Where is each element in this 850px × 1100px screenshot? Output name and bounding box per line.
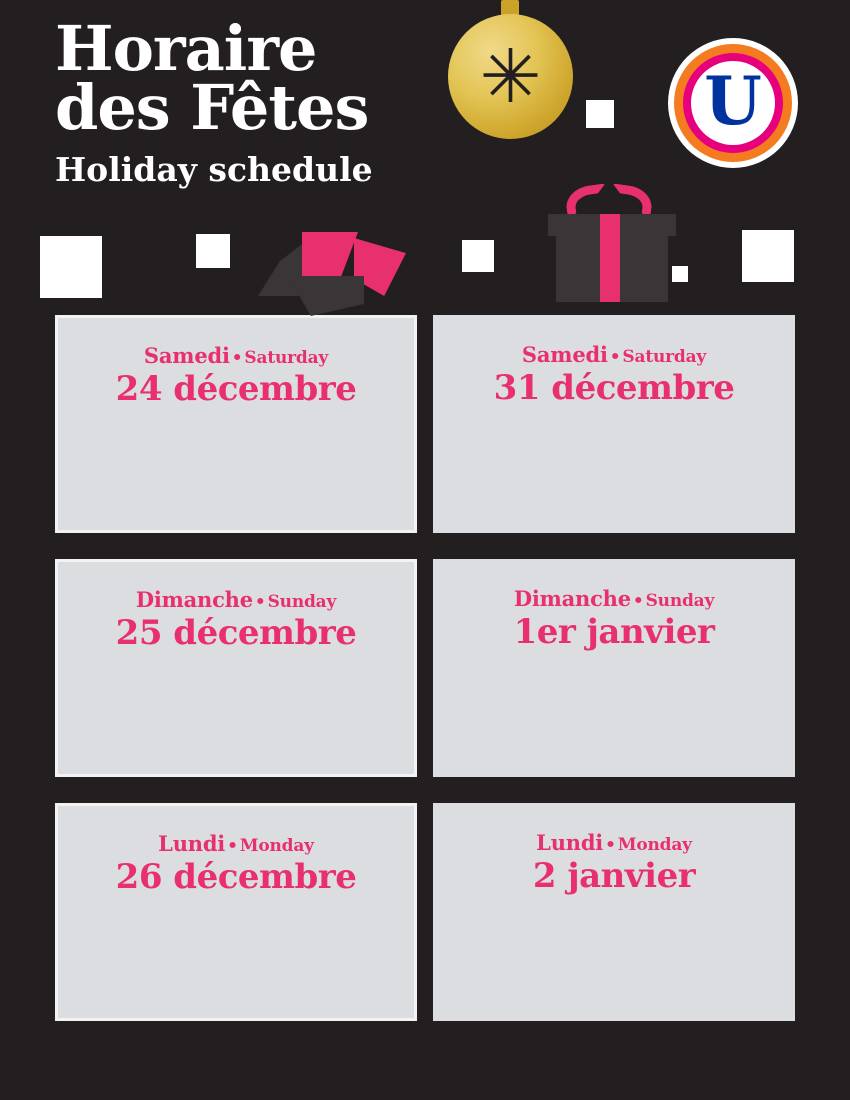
logo-inner-white — [691, 61, 775, 145]
card-day-en: Monday — [239, 836, 314, 856]
card-day-en: Monday — [617, 835, 692, 855]
poster-header — [55, 12, 475, 189]
gift-ribbon-icon — [600, 214, 620, 302]
card-separator: • — [227, 836, 238, 856]
card-date-number: 1 — [513, 611, 537, 652]
leaf-pattern-icon — [258, 232, 410, 314]
logo-letter: U — [704, 62, 762, 140]
card-day-en: Sunday — [645, 591, 715, 611]
card-date: 31 décembre — [493, 367, 735, 408]
schedule-card — [433, 559, 795, 777]
logo-ring-pink — [683, 53, 783, 153]
schedule-card — [433, 803, 795, 1021]
card-day-en: Sunday — [267, 592, 337, 612]
sparkle-icon — [462, 240, 494, 272]
schedule-card — [55, 559, 417, 777]
card-day-fr: Samedi — [521, 342, 608, 367]
gift-box-icon — [548, 178, 678, 303]
snowflake-icon: ✳ — [479, 33, 542, 120]
card-day-label — [433, 587, 795, 611]
u-logo — [668, 38, 798, 168]
card-date — [433, 613, 795, 652]
card-date: 26 décembre — [115, 856, 357, 897]
card-date: 25 décembre — [115, 612, 357, 653]
schedule-card — [55, 803, 417, 1021]
card-date-suffix: er janvier — [536, 611, 715, 652]
page-subtitle-en: Holiday schedule — [55, 149, 373, 189]
schedule-card — [55, 315, 417, 533]
title-line-1: Horaire — [55, 12, 317, 85]
card-separator: • — [609, 347, 621, 367]
sparkle-icon — [672, 266, 688, 282]
leaf-shape-4 — [288, 276, 364, 316]
card-day-label — [58, 344, 414, 368]
card-day-fr: Dimanche — [135, 587, 253, 612]
card-day-fr: Lundi — [536, 830, 604, 855]
card-separator: • — [231, 348, 243, 368]
card-day-label — [58, 588, 414, 612]
footer-bar — [0, 1062, 850, 1100]
card-day-fr: Lundi — [158, 831, 226, 856]
schedule-card — [433, 315, 795, 533]
card-day-en: Saturday — [244, 348, 329, 368]
card-day-label — [433, 831, 795, 855]
card-date: 24 décembre — [115, 368, 357, 409]
card-date: 2 janvier — [532, 855, 696, 896]
sparkle-icon — [586, 100, 614, 128]
sparkle-icon — [196, 234, 230, 268]
card-day-fr: Dimanche — [513, 586, 631, 611]
page-title-fr — [55, 12, 475, 144]
card-day-en: Saturday — [622, 347, 707, 367]
logo-ring-orange — [674, 44, 792, 162]
title-line-2: des Fêtes — [55, 70, 369, 144]
card-separator: • — [632, 591, 644, 611]
sparkle-icon — [742, 230, 794, 282]
card-day-label — [58, 832, 414, 856]
card-separator: • — [254, 592, 266, 612]
sparkle-icon — [40, 236, 102, 298]
card-day-fr: Samedi — [143, 343, 230, 368]
schedule-grid — [55, 315, 795, 1021]
card-day-label — [433, 343, 795, 367]
card-separator: • — [605, 835, 616, 855]
